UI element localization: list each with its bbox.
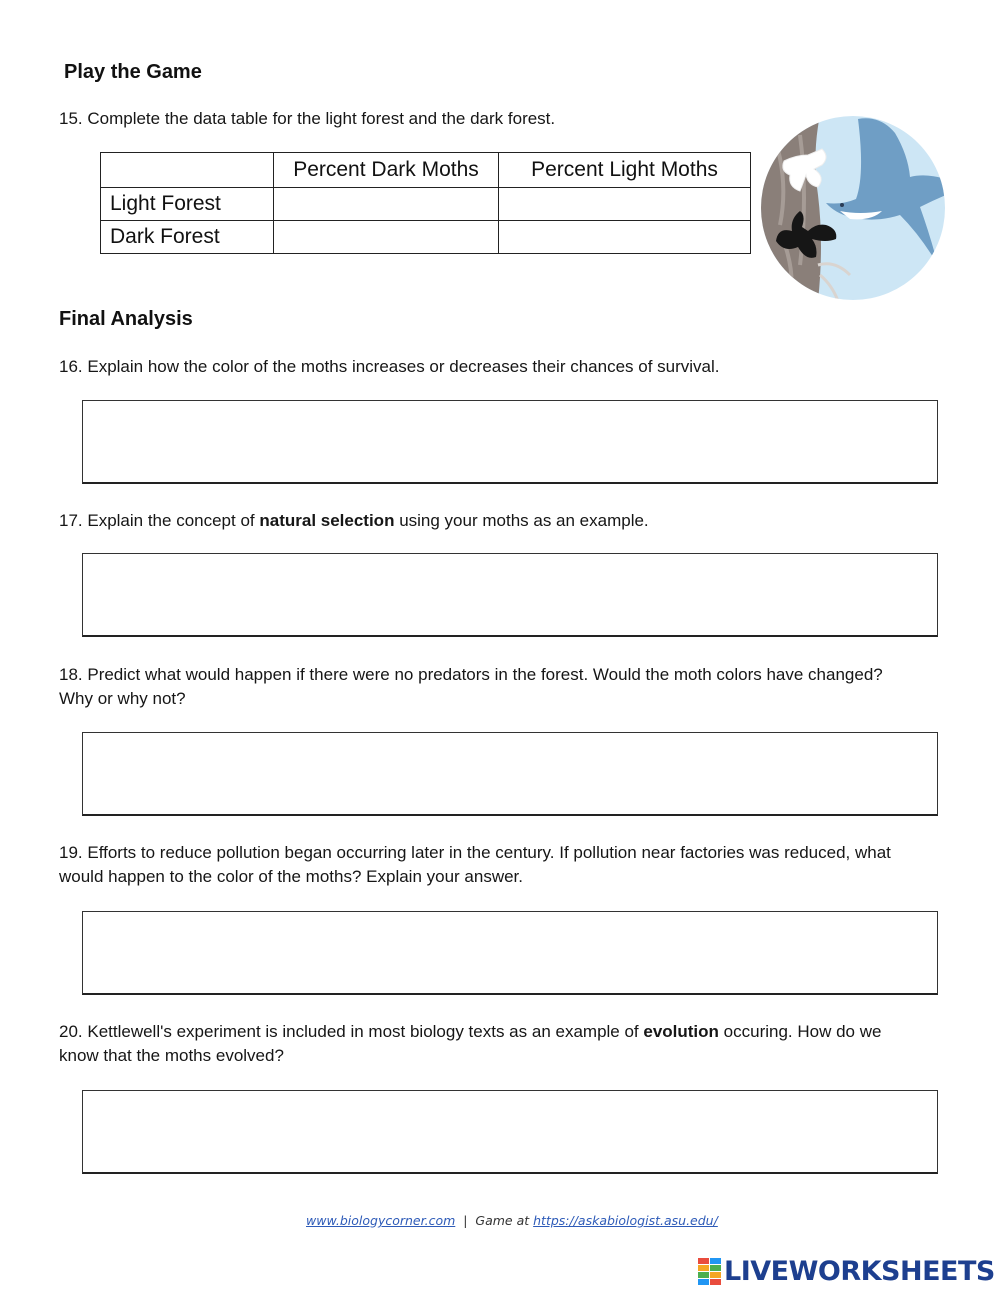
footer-credits [306, 1213, 718, 1228]
question-20 [59, 1020, 881, 1068]
question-19-line1: 19. Efforts to reduce pollution began occurring later in the century. If pollution near factories was reduced, what [59, 843, 891, 862]
input-light-forest-light-moths[interactable] [499, 188, 751, 221]
askabiologist-link[interactable]: https://askabiologist.asu.edu/ [533, 1213, 718, 1228]
bird-moth-forest-icon [760, 115, 946, 301]
question-18 [59, 663, 883, 711]
question-16: 16. Explain how the color of the moths increases or decreases their chances of survival. [59, 357, 720, 376]
row-label-dark-forest: Dark Forest [101, 221, 274, 254]
section-title-play-the-game: Play the Game [64, 61, 202, 83]
input-dark-forest-dark-moths[interactable] [274, 221, 499, 254]
question-17-bold: natural selection [259, 511, 395, 530]
question-17-text-end: using your moths as an example. [394, 511, 649, 530]
question-20-text: 20. Kettlewell's experiment is included in most biology texts as an example of [59, 1022, 644, 1041]
footer-separator: | Game at [455, 1213, 534, 1228]
table-header-cell [101, 153, 274, 188]
question-17 [59, 509, 649, 533]
question-20-text-end: occuring. How do we [718, 1022, 882, 1041]
question-18-line1: 18. Predict what would happen if there were no predators in the forest. Would the moth colors have changed? [59, 665, 883, 684]
table-row [101, 221, 751, 254]
live-blocks-icon [698, 1258, 722, 1286]
row-label-light-forest: Light Forest [101, 188, 274, 221]
question-17-text: 17. Explain the concept of [59, 511, 260, 530]
question-20-line1 [59, 1020, 881, 1044]
section-title-final-analysis: Final Analysis [59, 308, 193, 330]
liveworksheets-logo [698, 1256, 995, 1287]
question-20-bold: evolution [643, 1022, 719, 1041]
input-dark-forest-light-moths[interactable] [499, 221, 751, 254]
table-header-cell: Percent Dark Moths [274, 153, 499, 188]
brand-name: LIVEWORKSHEETS [724, 1256, 995, 1287]
answer-box-16[interactable] [82, 400, 938, 484]
answer-box-19[interactable] [82, 911, 938, 995]
table-header-row [101, 153, 751, 188]
biologycorner-link[interactable]: www.biologycorner.com [306, 1213, 456, 1228]
answer-box-18[interactable] [82, 732, 938, 816]
answer-box-20[interactable] [82, 1090, 938, 1174]
table-row [101, 188, 751, 221]
question-19 [59, 841, 891, 889]
question-20-line2: know that the moths evolved? [59, 1046, 284, 1065]
question-19-line2: would happen to the color of the moths? Explain your answer. [59, 867, 524, 886]
question-15: 15. Complete the data table for the light forest and the dark forest. [59, 109, 556, 128]
input-light-forest-dark-moths[interactable] [274, 188, 499, 221]
answer-box-17[interactable] [82, 553, 938, 637]
table-header-cell: Percent Light Moths [499, 153, 751, 188]
data-table [100, 152, 751, 254]
question-18-line2: Why or why not? [59, 689, 186, 708]
